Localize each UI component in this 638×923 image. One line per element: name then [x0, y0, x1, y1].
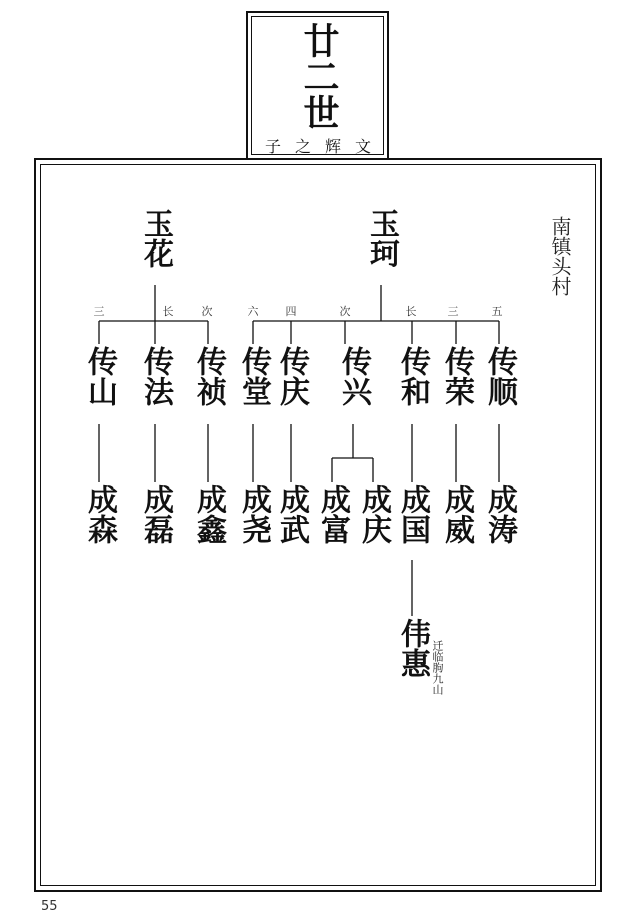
node-chuanshan: 传山 — [82, 346, 117, 406]
node-chuanfa: 传法 — [138, 346, 173, 406]
order-label: 三 — [93, 305, 105, 318]
node-chuanrong: 传荣 — [439, 346, 474, 406]
order-label: 五 — [491, 305, 503, 318]
page-number: 55 — [41, 899, 58, 914]
node-chengwu: 成武 — [274, 484, 309, 544]
node-yuke: 玉珂 — [364, 208, 399, 268]
order-label: 四 — [285, 305, 297, 318]
node-chengtao: 成涛 — [482, 484, 517, 544]
node-chengfu: 成富 — [315, 484, 350, 544]
node-chuanxing: 传兴 — [336, 346, 371, 406]
generation-title: 廿二世 — [298, 22, 340, 130]
order-label: 长 — [162, 305, 174, 318]
node-chenglei: 成磊 — [138, 484, 173, 544]
node-chengyao: 成尧 — [236, 484, 271, 544]
order-label: 长 — [405, 305, 417, 318]
node-chengqing: 成庆 — [356, 484, 391, 544]
order-label: 三 — [447, 305, 459, 318]
header-subtitle: 子之辉文 — [265, 137, 386, 156]
order-label: 次 — [339, 305, 351, 318]
node-weihui: 伟惠 — [395, 618, 430, 678]
node-chuanshun: 传顺 — [482, 346, 517, 406]
node-chuanhe: 传和 — [395, 346, 430, 406]
node-chengxin: 成鑫 — [191, 484, 226, 544]
migration-note: 迁临朐九山 — [431, 640, 444, 695]
village-label: 南镇头村 — [548, 216, 572, 296]
order-label: 次 — [201, 305, 213, 318]
node-chengwei: 成威 — [439, 484, 474, 544]
node-chuanzhen: 传祯 — [191, 346, 226, 406]
node-chuantang: 传堂 — [236, 346, 271, 406]
order-label: 六 — [247, 305, 259, 318]
node-chengguo: 成国 — [395, 484, 430, 544]
node-chengsen: 成森 — [82, 484, 117, 544]
node-yuhua: 玉花 — [138, 208, 173, 268]
node-chuanqing: 传庆 — [274, 346, 309, 406]
